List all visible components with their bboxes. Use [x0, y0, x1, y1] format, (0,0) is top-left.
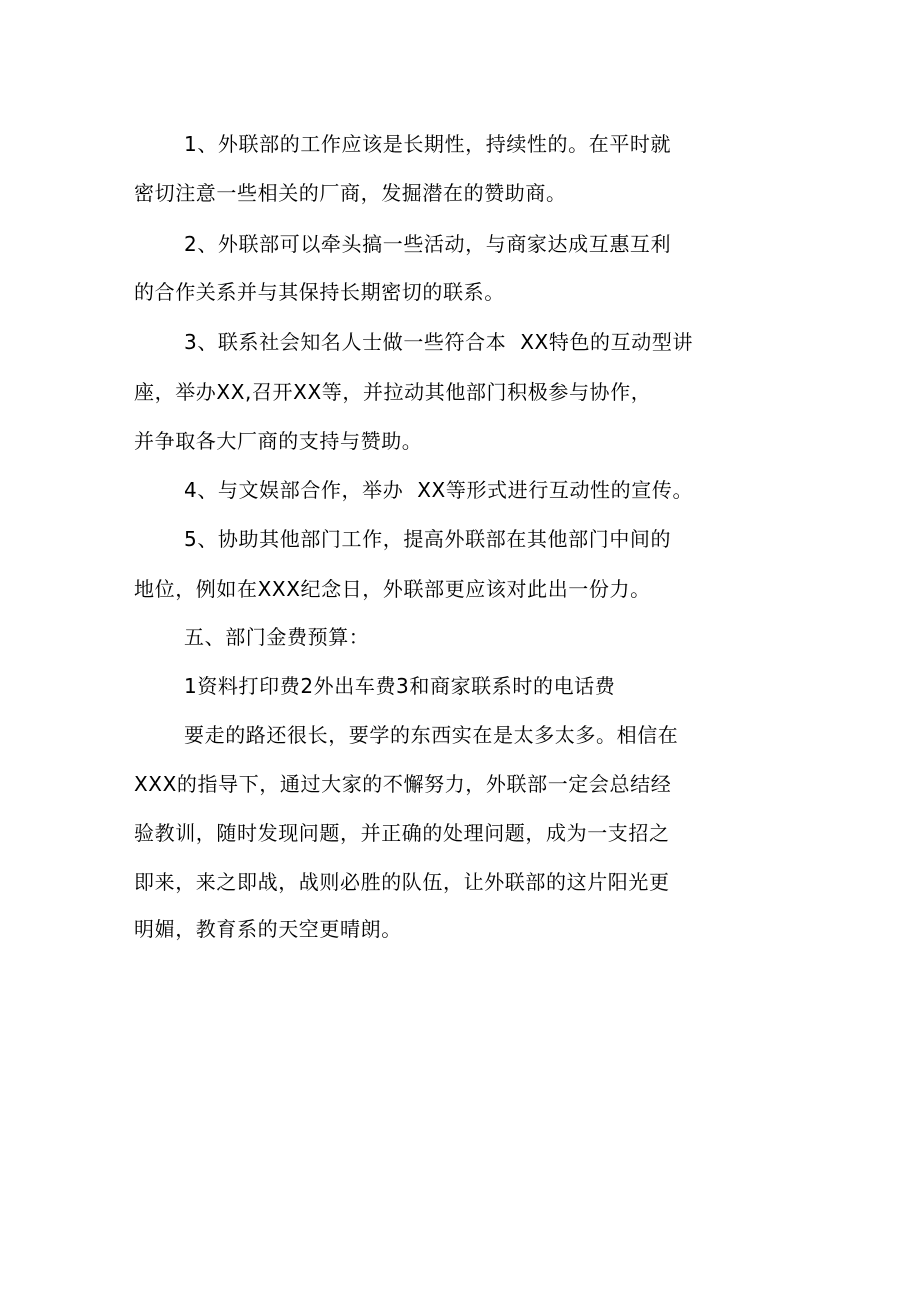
closing-line-2: XXX的指导下，通过大家的不懈努力，外联部一定会总结经 [134, 772, 672, 796]
closing-line-3: 验教训，随时发现问题，并正确的处理问题，成为一支招之 [134, 821, 670, 845]
section-heading-budget: 五、部门金费预算： [184, 625, 370, 649]
item-4-line-1: 4、与文娱部合作，举办 XX等形式进行互动性的宣传。 [184, 478, 694, 502]
item-5-line-1: 5、协助其他部门工作，提高外联部在其他部门中间的 [184, 527, 672, 551]
item-1-line-2: 密切注意一些相关的厂商，发掘潜在的赞助商。 [134, 181, 567, 205]
item-3-line-2: 座，举办XX,召开XX等，并拉动其他部门积极参与协作， [134, 380, 652, 404]
item-3-line-1: 3、联系社会知名人士做一些符合本 XX特色的互动型讲 [184, 330, 694, 354]
item-5-line-2: 地位，例如在XXX纪念日，外联部更应该对此出一份力。 [134, 577, 651, 601]
item-2-line-1: 2、外联部可以牵头搞一些活动，与商家达成互惠互利 [184, 232, 672, 256]
closing-line-4: 即来，来之即战，战则必胜的队伍，让外联部的这片阳光更 [134, 870, 670, 894]
closing-line-5: 明媚，教育系的天空更晴朗。 [134, 917, 402, 941]
item-1-line-1: 1、外联部的工作应该是长期性，持续性的。在平时就 [184, 132, 672, 156]
budget-items-line: 1资料打印费2外出车费3和商家联系时的电话费 [184, 674, 616, 698]
item-3-line-3: 并争取各大厂商的支持与赞助。 [134, 429, 423, 453]
item-2-line-2: 的合作关系并与其保持长期密切的联系。 [134, 280, 505, 304]
closing-line-1: 要走的路还很长，要学的东西实在是太多太多。相信在 [184, 723, 679, 747]
